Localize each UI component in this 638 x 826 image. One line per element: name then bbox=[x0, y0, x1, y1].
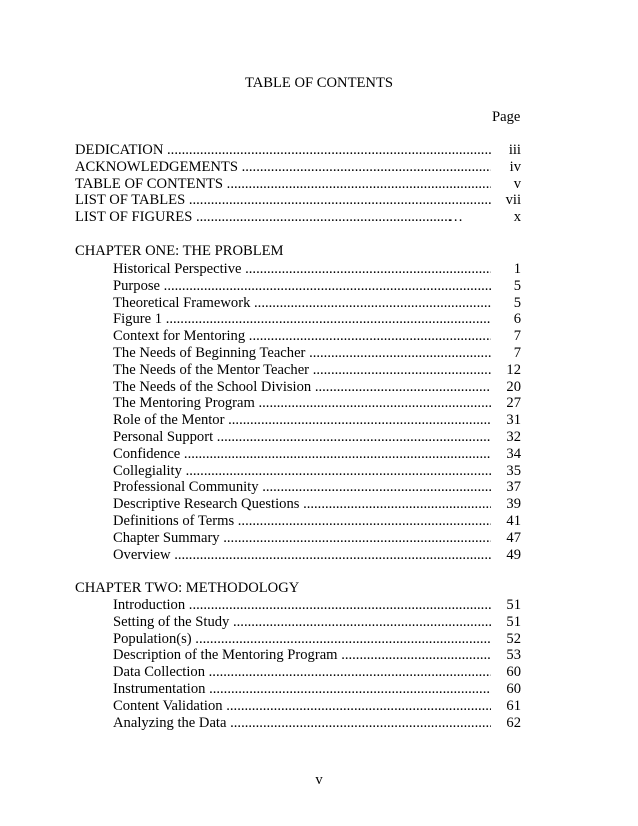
entry-label: Figure 1 ..... bbox=[113, 311, 491, 328]
entry-label: Historical Perspective ..... bbox=[113, 261, 491, 278]
chapter-two-list bbox=[75, 597, 521, 731]
entry-page: 37 bbox=[506, 479, 521, 496]
entry-label: Data Collection ..... bbox=[113, 664, 491, 681]
entry-label: Overview ..... bbox=[113, 547, 491, 564]
toc-entry bbox=[75, 547, 521, 564]
page-column-label: Page bbox=[492, 109, 521, 125]
entry-page: v bbox=[513, 175, 521, 192]
chapter-one-list bbox=[75, 261, 521, 563]
entry-label: Collegiality ..... bbox=[113, 463, 491, 480]
entry-page: 60 bbox=[506, 680, 521, 697]
entry-label: Chapter Summary ..... bbox=[113, 530, 491, 547]
toc-entry bbox=[75, 328, 521, 345]
entry-label: LIST OF FIGURES ..... bbox=[75, 209, 451, 226]
entry-label: Descriptive Research Questions ..... bbox=[113, 496, 491, 513]
entry-page: 41 bbox=[506, 512, 521, 529]
toc-entry bbox=[75, 664, 521, 681]
toc-entry bbox=[75, 446, 521, 463]
entry-label: The Needs of Beginning Teacher ..... bbox=[113, 345, 491, 362]
entry-page: 7 bbox=[513, 344, 521, 361]
toc-entry bbox=[75, 412, 521, 429]
toc-entry bbox=[75, 479, 521, 496]
entry-label: Content Validation ..... bbox=[113, 698, 491, 715]
toc-entry bbox=[75, 379, 521, 396]
entry-label: The Needs of the Mentor Teacher ..... bbox=[113, 362, 491, 379]
toc-entry bbox=[75, 278, 521, 295]
entry-page: 5 bbox=[513, 277, 521, 294]
entry-label: Professional Community ..... bbox=[113, 479, 491, 496]
entry-label: Context for Mentoring ..... bbox=[113, 328, 491, 345]
entry-label: Instrumentation ..... bbox=[113, 681, 491, 698]
toc-entry bbox=[75, 159, 521, 176]
toc-entry bbox=[75, 176, 521, 193]
entry-page: 1 bbox=[513, 261, 521, 277]
toc-entry bbox=[75, 463, 521, 480]
entry-label: Role of the Mentor ..... bbox=[113, 412, 491, 429]
entry-page: 12 bbox=[506, 361, 521, 378]
entry-page: 7 bbox=[513, 328, 521, 345]
toc-entry bbox=[75, 429, 521, 446]
toc-entry bbox=[75, 513, 521, 530]
entry-page: vii bbox=[505, 192, 521, 209]
entry-label: TABLE OF CONTENTS ..... bbox=[75, 176, 491, 193]
entry-page: 53 bbox=[506, 647, 521, 664]
entry-label: Description of the Mentoring Program ..... bbox=[113, 647, 491, 664]
toc-entry bbox=[75, 311, 521, 328]
toc-entry bbox=[75, 715, 521, 732]
entry-page: 39 bbox=[506, 496, 521, 513]
entry-label: DEDICATION ..... bbox=[75, 142, 491, 159]
entry-page: 35 bbox=[506, 462, 521, 479]
toc-entry bbox=[75, 647, 521, 664]
entry-page: 34 bbox=[506, 445, 521, 462]
ellipsis-mark: … bbox=[448, 209, 463, 226]
entry-page: 60 bbox=[506, 664, 521, 681]
toc-entry bbox=[75, 496, 521, 513]
entry-label: The Mentoring Program ..... bbox=[113, 395, 491, 412]
toc-entry bbox=[75, 681, 521, 698]
entry-label: Setting of the Study ..... bbox=[113, 614, 491, 631]
entry-label: Definitions of Terms ..... bbox=[113, 513, 491, 530]
entry-page: 51 bbox=[506, 613, 521, 630]
entry-label: Introduction ..... bbox=[113, 597, 491, 614]
entry-page: 49 bbox=[506, 546, 521, 563]
toc-entry bbox=[75, 295, 521, 312]
toc-entry bbox=[75, 614, 521, 631]
entry-label: The Needs of the School Division ..... bbox=[113, 379, 491, 396]
entry-page: 61 bbox=[506, 697, 521, 714]
entry-page: 47 bbox=[506, 529, 521, 546]
entry-label: Confidence ..... bbox=[113, 446, 491, 463]
footer-page-number: v bbox=[315, 772, 323, 788]
chapter-one-heading: CHAPTER ONE: THE PROBLEM bbox=[75, 243, 284, 259]
entry-page: 32 bbox=[506, 428, 521, 445]
entry-page: 62 bbox=[506, 714, 521, 731]
toc-entry bbox=[75, 530, 521, 547]
entry-page: 5 bbox=[513, 294, 521, 311]
chapter-two-heading: CHAPTER TWO: METHODOLOGY bbox=[75, 580, 300, 596]
entry-label: LIST OF TABLES ..... bbox=[75, 192, 491, 209]
toc-entry bbox=[75, 261, 521, 278]
entry-page: 51 bbox=[506, 597, 521, 613]
toc-entry bbox=[75, 362, 521, 379]
toc-entry bbox=[75, 597, 521, 614]
entry-page: 20 bbox=[506, 378, 521, 395]
toc-entry bbox=[75, 395, 521, 412]
entry-label: Purpose ..... bbox=[113, 278, 491, 295]
toc-entry bbox=[75, 209, 521, 226]
toc-entry bbox=[75, 345, 521, 362]
entry-label: Personal Support ..... bbox=[113, 429, 491, 446]
toc-entry bbox=[75, 192, 521, 209]
entry-page: iv bbox=[509, 158, 521, 175]
entry-page: 31 bbox=[506, 412, 521, 429]
entry-page: x bbox=[513, 209, 521, 226]
entry-page: iii bbox=[508, 142, 521, 158]
front-matter-list bbox=[75, 142, 521, 226]
toc-entry bbox=[75, 631, 521, 648]
entry-label: ACKNOWLEDGEMENTS ..... bbox=[75, 159, 491, 176]
entry-page: 6 bbox=[513, 311, 521, 328]
entry-label: Theoretical Framework ..... bbox=[113, 295, 491, 312]
toc-entry bbox=[75, 142, 521, 159]
entry-label: Population(s) ..... bbox=[113, 631, 491, 648]
page-title: TABLE OF CONTENTS bbox=[244, 75, 393, 91]
entry-label: Analyzing the Data ..... bbox=[113, 715, 491, 732]
toc-entry bbox=[75, 698, 521, 715]
entry-page: 52 bbox=[506, 630, 521, 647]
entry-page: 27 bbox=[506, 395, 521, 412]
